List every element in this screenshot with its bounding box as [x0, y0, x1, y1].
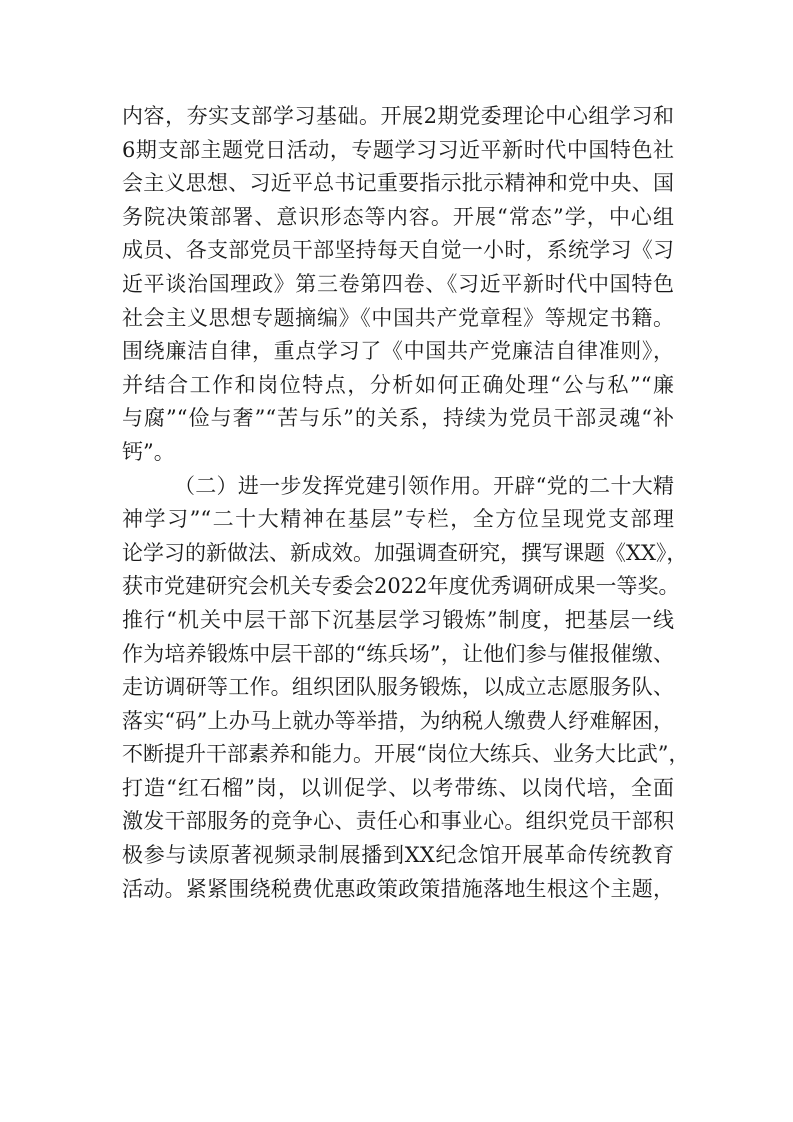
text-line: 激发干部服务的竞争心、责任心和事业心。组织党员干部积: [122, 809, 674, 834]
text-line: 打造“红石榴”岗，以训促学、以考带练、以岗代培，全面: [122, 775, 674, 800]
text-line: 近平谈治国理政》第三卷第四卷、《习近平新时代中国特色: [122, 271, 674, 296]
text-line: 会主义思想、习近平总书记重要指示批示精神和党中央、国: [122, 171, 674, 196]
text-line: 论学习的新做法、新成效。加强调查研究，撰写课题《XX》，: [122, 540, 688, 565]
text-line: 务院决策部署、意识形态等内容。开展“常态”学，中心组: [122, 204, 674, 229]
text-line: 围绕廉洁自律，重点学习了《中国共产党廉洁自律准则》，: [122, 339, 674, 364]
text-line: 与腐”“俭与奢”“苦与乐”的关系，持续为党员干部灵魂“补: [122, 406, 674, 431]
text-line: 并结合工作和岗位特点，分析如何正确处理“公与私”“廉: [122, 372, 674, 397]
text-line: 极参与读原著视频录制展播到XX纪念馆开展革命传统教育: [122, 843, 674, 868]
text-line: 走访调研等工作。组织团队服务锻炼，以成立志愿服务队、: [122, 675, 674, 700]
text-line: 不断提升干部素养和能力。开展“岗位大练兵、业务大比武”，: [122, 742, 690, 767]
paragraph-study-foundation: [122, 100, 674, 470]
text-line: 钙”。: [122, 439, 175, 464]
text-line: 社会主义思想专题摘编》《中国共产党章程》等规定书籍。: [122, 305, 674, 330]
text-line: 6期支部主题党日活动，专题学习习近平新时代中国特色社: [122, 137, 674, 162]
text-line: 落实“码”上办马上就办等举措，为纳税人缴费人纾难解困，: [122, 708, 674, 733]
text-line: 获市党建研究会机关专委会2022年度优秀调研成果一等奖。: [122, 574, 680, 599]
text-line: 神学习”“二十大精神在基层”专栏，全方位呈现党支部理: [122, 507, 674, 532]
text-line: 成员、各支部党员干部坚持每天自觉一小时，系统学习《习: [122, 238, 674, 263]
section-heading-line: （二）进一步发挥党建引领作用。开辟“党的二十大精: [174, 473, 674, 498]
paragraph-party-building-guidance: [122, 470, 690, 907]
text-line: 作为培养锻炼中层干部的“练兵场”，让他们参与催报催缴、: [122, 641, 674, 666]
text-line: 活动。紧紧围绕税费优惠政策政策措施落地生根这个主题，: [122, 876, 674, 901]
text-line: 内容，夯实支部学习基础。开展2期党委理论中心组学习和: [122, 104, 674, 128]
text-line: 推行“机关中层干部下沉基层学习锻炼”制度，把基层一线: [122, 607, 674, 632]
document-page: [122, 100, 690, 906]
